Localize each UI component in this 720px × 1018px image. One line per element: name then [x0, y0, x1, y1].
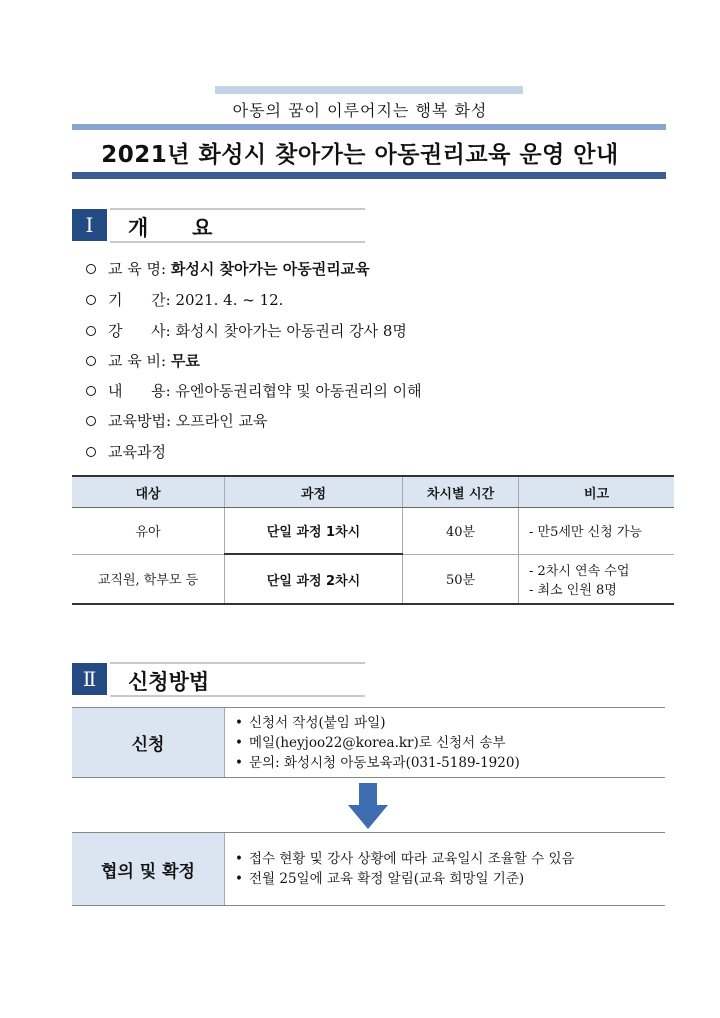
- column-header-target: 대상: [72, 476, 225, 508]
- overview-value: 2021. 4. ~ 12.: [175, 290, 284, 309]
- overview-label: 강 사:: [108, 322, 171, 340]
- doc-subtitle: 아동의 꿈이 이루어지는 행복 화성: [232, 101, 488, 120]
- overview-value: 오프라인 교육: [175, 412, 268, 430]
- section-1-title: 개 요: [128, 216, 213, 240]
- cell-course: 단일 과정 1차시: [225, 508, 403, 555]
- table-header-row: [72, 476, 674, 508]
- overview-item-name: [86, 258, 370, 279]
- section-2-number: Ⅱ: [72, 663, 107, 695]
- cell-target: 유아: [72, 508, 225, 555]
- list-item: [235, 733, 665, 753]
- note-line: - 만5세만 신청 가능: [529, 525, 642, 541]
- cell-course: 단일 과정 2차시: [225, 554, 403, 604]
- overview-label: 내 용:: [108, 382, 171, 400]
- apply-details: [225, 708, 665, 777]
- list-item: [235, 849, 665, 869]
- overview-label: 교육방법:: [108, 412, 172, 430]
- section-1-number: Ⅰ: [72, 209, 107, 241]
- cell-time: 40분: [403, 508, 519, 555]
- overview-label: 기 간:: [108, 291, 171, 309]
- header-top-band: [215, 86, 523, 94]
- confirm-item-text: 전월 25일에 교육 확정 알림(교육 희망일 기준): [249, 871, 525, 887]
- overview-value: 화성시 찾아가는 아동권리교육: [170, 260, 370, 278]
- cell-notes: [519, 554, 675, 604]
- overview-label: 교 육 명:: [108, 260, 167, 278]
- overview-value: 유엔아동권리협약 및 아동권리의 이해: [175, 382, 422, 400]
- circle-bullet-icon: [86, 447, 96, 457]
- table-row: [72, 508, 674, 555]
- section-2-rule-top: [110, 662, 365, 664]
- arrow-down-icon: [348, 783, 388, 829]
- overview-item-curriculum: [86, 441, 166, 462]
- bullet-dot-icon: •: [235, 754, 243, 771]
- list-item: [235, 869, 665, 889]
- cell-target: 교직원, 학부모 등: [72, 554, 225, 604]
- header-rule-thick: [72, 172, 666, 179]
- overview-label: 교 육 비:: [108, 352, 167, 370]
- apply-label: 신청: [72, 708, 225, 777]
- note-line: - 2차시 연속 수업: [529, 563, 630, 579]
- list-item: [235, 753, 665, 773]
- note-line: - 최소 인원 8명: [529, 582, 617, 598]
- circle-bullet-icon: [86, 416, 96, 426]
- circle-bullet-icon: [86, 386, 96, 396]
- apply-item-text: 문의: 화성시청 아동보육과(031-5189-1920): [249, 754, 520, 771]
- circle-bullet-icon: [86, 356, 96, 366]
- overview-value: 무료: [170, 352, 200, 370]
- overview-value: 화성시 찾아가는 아동권리 강사 8명: [175, 322, 407, 340]
- circle-bullet-icon: [86, 326, 96, 336]
- circle-bullet-icon: [86, 295, 96, 305]
- overview-item-period: [86, 289, 283, 310]
- column-header-course: 과정: [225, 476, 403, 508]
- confirm-box: [72, 832, 665, 906]
- overview-item-method: [86, 410, 268, 431]
- list-item: [235, 713, 665, 733]
- apply-item-text: 메일(heyjoo22@korea.kr)로 신청서 송부: [249, 734, 506, 751]
- column-header-time: 차시별 시간: [403, 476, 519, 508]
- column-header-notes: 비고: [519, 476, 675, 508]
- confirm-details: [225, 833, 665, 905]
- section-1-rule-top: [110, 208, 365, 210]
- bullet-dot-icon: •: [235, 871, 243, 887]
- overview-item-instructor: [86, 320, 407, 341]
- bullet-dot-icon: •: [235, 734, 243, 751]
- bullet-dot-icon: •: [235, 851, 243, 867]
- header-rule-thin: [72, 124, 666, 130]
- circle-bullet-icon: [86, 264, 96, 274]
- cell-notes: [519, 508, 675, 555]
- overview-item-fee: [86, 350, 200, 371]
- overview-item-content: [86, 380, 422, 401]
- doc-title: 2021년 화성시 찾아가는 아동권리교육 운영 안내: [101, 142, 619, 168]
- section-2-title: 신청방법: [128, 670, 210, 694]
- overview-label: 교육과정: [108, 443, 166, 461]
- confirm-item-text: 접수 현황 및 강사 상황에 따라 교육일시 조율할 수 있음: [249, 851, 575, 867]
- confirm-label: 협의 및 확정: [72, 833, 225, 905]
- table-row: [72, 554, 674, 604]
- cell-time: 50분: [403, 554, 519, 604]
- apply-item-text: 신청서 작성(붙임 파일): [249, 714, 386, 731]
- course-table: [72, 475, 674, 605]
- apply-box: [72, 707, 665, 778]
- bullet-dot-icon: •: [235, 714, 243, 731]
